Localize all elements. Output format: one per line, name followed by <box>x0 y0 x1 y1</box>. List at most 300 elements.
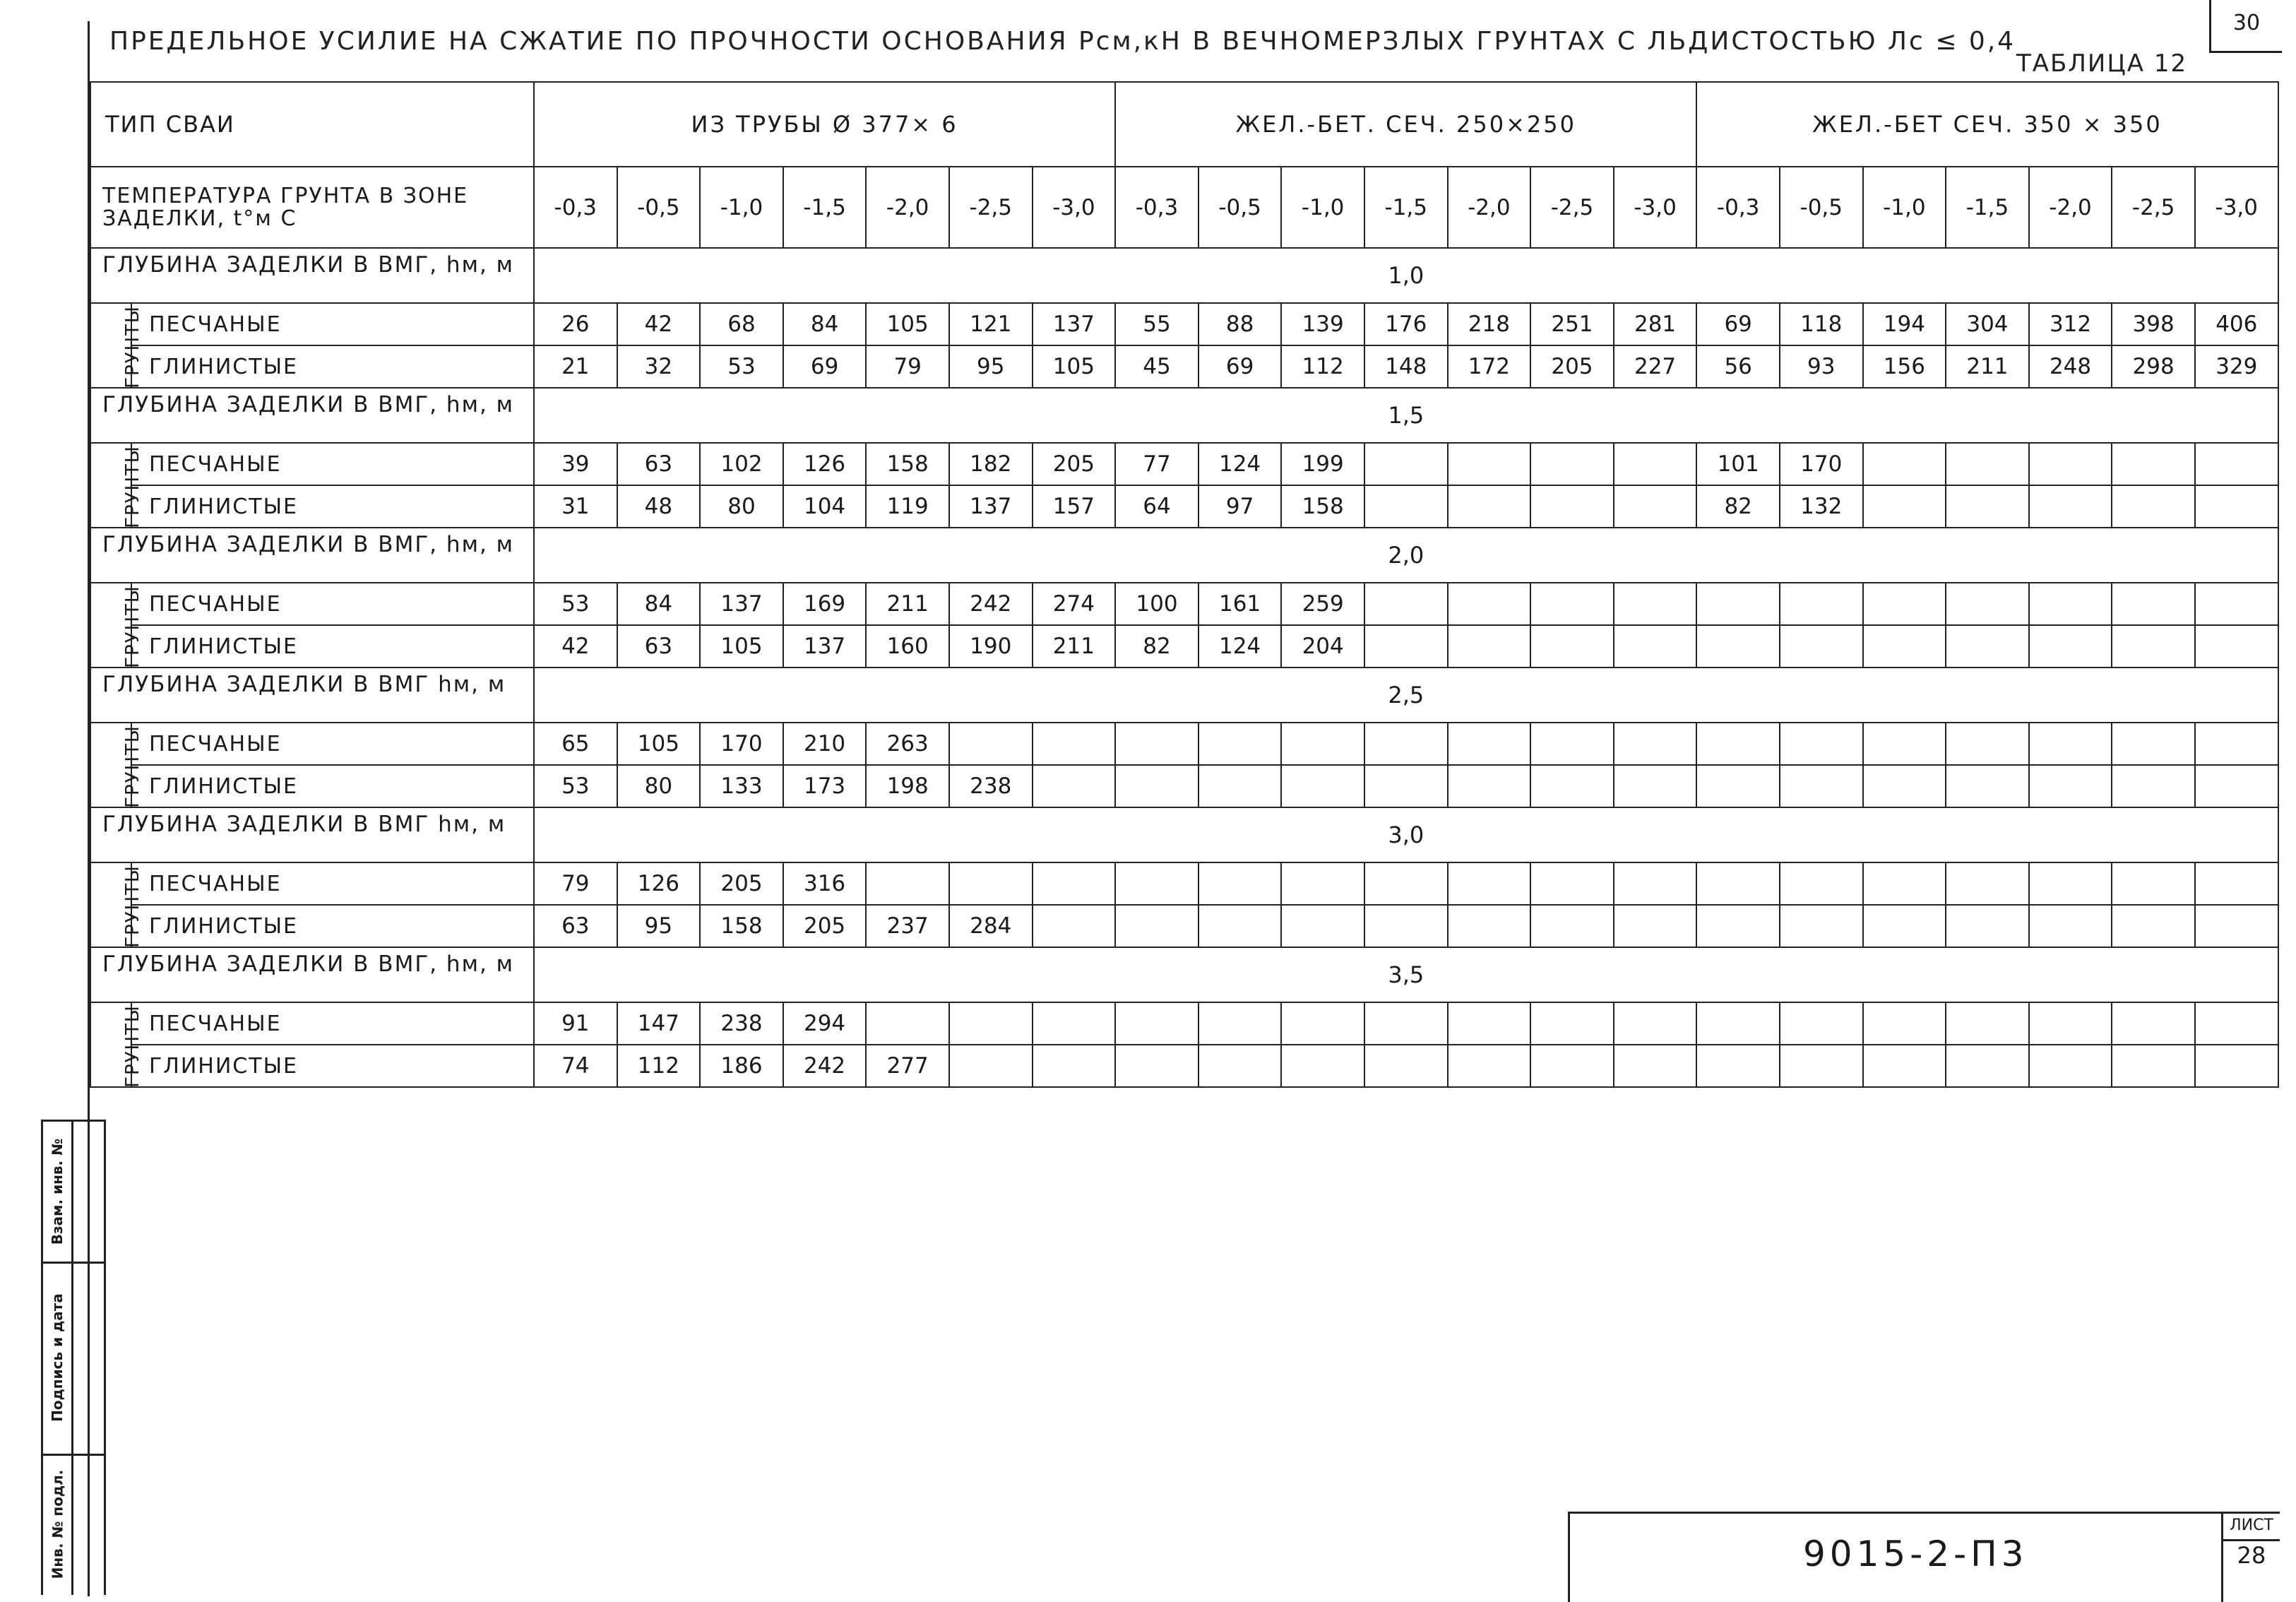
value-cell: 84 <box>617 583 701 625</box>
soil-group-label: ГРУНТЫ <box>121 305 143 388</box>
value-cell: 79 <box>534 862 617 905</box>
value-cell <box>866 1002 949 1045</box>
value-cell: 157 <box>1033 485 1116 528</box>
value-cell: 169 <box>783 583 867 625</box>
value-cell: 137 <box>949 485 1033 528</box>
value-cell <box>1780 862 1863 905</box>
value-cell <box>1364 485 1448 528</box>
soil-type-label: ПЕСЧАНЫЕ <box>131 862 534 905</box>
value-cell <box>2195 625 2278 668</box>
table-row <box>90 443 2278 485</box>
value-cell <box>1863 583 1946 625</box>
depth-value: 3,0 <box>534 807 2278 862</box>
value-cell <box>1115 723 1198 765</box>
value-cell <box>1033 862 1116 905</box>
value-cell: 211 <box>1946 345 2029 388</box>
value-cell <box>949 862 1033 905</box>
value-cell <box>1033 765 1116 807</box>
temperature-cell: -0,5 <box>617 167 701 248</box>
value-cell <box>1863 443 1946 485</box>
value-cell: 158 <box>866 443 949 485</box>
value-cell: 118 <box>1780 303 1863 345</box>
value-cell: 205 <box>700 862 783 905</box>
value-cell <box>1946 1045 2029 1087</box>
value-cell: 112 <box>1281 345 1364 388</box>
soil-type-label: ПЕСЧАНЫЕ <box>131 1002 534 1045</box>
value-cell: 105 <box>1033 345 1116 388</box>
value-cell: 263 <box>866 723 949 765</box>
value-cell <box>1614 443 1697 485</box>
value-cell <box>1448 485 1531 528</box>
value-cell <box>1198 1002 1282 1045</box>
value-cell <box>1448 1045 1531 1087</box>
table-row <box>90 485 2278 528</box>
value-cell: 105 <box>617 723 701 765</box>
temperature-cell: -0,3 <box>1696 167 1780 248</box>
value-cell <box>1614 1045 1697 1087</box>
value-cell: 186 <box>700 1045 783 1087</box>
value-cell <box>1530 723 1614 765</box>
soil-group-label: ГРУНТЫ <box>121 725 143 808</box>
value-cell: 63 <box>617 625 701 668</box>
value-cell: 63 <box>534 905 617 947</box>
value-cell: 119 <box>866 485 949 528</box>
value-cell: 312 <box>2029 303 2112 345</box>
temperature-cell: -3,0 <box>1614 167 1697 248</box>
value-cell: 68 <box>700 303 783 345</box>
value-cell <box>1863 625 1946 668</box>
value-cell: 79 <box>866 345 949 388</box>
value-cell: 170 <box>700 723 783 765</box>
table-row <box>90 723 2278 765</box>
value-cell <box>1946 485 2029 528</box>
approval-stamp-column <box>41 1120 106 1595</box>
value-cell <box>1614 723 1697 765</box>
value-cell <box>1946 862 2029 905</box>
value-cell: 97 <box>1198 485 1282 528</box>
pile-type-label: ТИП СВАИ <box>90 82 534 167</box>
value-cell: 218 <box>1448 303 1531 345</box>
value-cell: 205 <box>1530 345 1614 388</box>
value-cell <box>1364 583 1448 625</box>
value-cell: 69 <box>783 345 867 388</box>
value-cell: 105 <box>700 625 783 668</box>
temperature-cell: -2,5 <box>2112 167 2195 248</box>
depth-row <box>90 947 2278 1002</box>
value-cell <box>2195 443 2278 485</box>
temperature-cell: -1,5 <box>1364 167 1448 248</box>
value-cell <box>2195 1002 2278 1045</box>
value-cell: 205 <box>783 905 867 947</box>
value-cell <box>1281 1045 1364 1087</box>
value-cell <box>1863 723 1946 765</box>
depth-value: 1,5 <box>534 388 2278 443</box>
soil-type-label: ПЕСЧАНЫЕ <box>131 443 534 485</box>
value-cell <box>2112 1002 2195 1045</box>
value-cell: 126 <box>783 443 867 485</box>
value-cell <box>1530 1002 1614 1045</box>
value-cell <box>1281 723 1364 765</box>
soil-group-cell <box>90 583 143 668</box>
value-cell: 281 <box>1614 303 1697 345</box>
value-cell <box>1863 765 1946 807</box>
value-cell: 105 <box>866 303 949 345</box>
soil-type-label: ГЛИНИСТЫЕ <box>131 345 534 388</box>
value-cell: 45 <box>1115 345 1198 388</box>
depth-value: 3,5 <box>534 947 2278 1002</box>
depth-label: ГЛУБИНА ЗАДЕЛКИ В ВМГ, hм, м <box>90 388 534 443</box>
value-cell <box>1033 1045 1116 1087</box>
value-cell <box>1863 485 1946 528</box>
temperature-cell: -2,0 <box>866 167 949 248</box>
value-cell <box>1696 905 1780 947</box>
depth-row <box>90 248 2278 303</box>
group-pipe-377: ИЗ ТРУБЫ Ø 377× 6 <box>534 82 1115 167</box>
value-cell <box>1530 905 1614 947</box>
value-cell: 294 <box>783 1002 867 1045</box>
value-cell <box>1614 862 1697 905</box>
table-row <box>90 905 2278 947</box>
value-cell: 53 <box>700 345 783 388</box>
value-cell: 194 <box>1863 303 1946 345</box>
value-cell: 48 <box>617 485 701 528</box>
header-row-temperature <box>90 167 2278 248</box>
value-cell <box>2112 1045 2195 1087</box>
value-cell: 112 <box>617 1045 701 1087</box>
value-cell <box>1033 1002 1116 1045</box>
value-cell <box>2029 1002 2112 1045</box>
value-cell: 101 <box>1696 443 1780 485</box>
value-cell <box>1198 862 1282 905</box>
value-cell: 406 <box>2195 303 2278 345</box>
value-cell: 227 <box>1614 345 1697 388</box>
soil-type-label: ПЕСЧАНЫЕ <box>131 723 534 765</box>
soil-group-label: ГРУНТЫ <box>121 1004 143 1088</box>
value-cell: 69 <box>1198 345 1282 388</box>
stamp-inv-original-label: Инв. № подл. <box>49 1469 66 1579</box>
value-cell: 124 <box>1198 625 1282 668</box>
value-cell <box>1530 625 1614 668</box>
temperature-cell: -1,0 <box>700 167 783 248</box>
value-cell: 82 <box>1115 625 1198 668</box>
temperature-cell: -2,5 <box>949 167 1033 248</box>
temperature-cell: -0,5 <box>1780 167 1863 248</box>
value-cell <box>949 723 1033 765</box>
depth-label: ГЛУБИНА ЗАДЕЛКИ В ВМГ, hм, м <box>90 528 534 583</box>
value-cell: 316 <box>783 862 867 905</box>
value-cell <box>1696 583 1780 625</box>
value-cell <box>2112 443 2195 485</box>
soil-group-label: ГРУНТЫ <box>121 445 143 528</box>
value-cell <box>1198 1045 1282 1087</box>
value-cell <box>1448 905 1531 947</box>
depth-row <box>90 528 2278 583</box>
value-cell <box>1614 905 1697 947</box>
temperature-cell: -1,5 <box>1946 167 2029 248</box>
value-cell: 133 <box>700 765 783 807</box>
value-cell: 205 <box>1033 443 1116 485</box>
value-cell <box>2029 485 2112 528</box>
value-cell: 158 <box>700 905 783 947</box>
value-cell <box>1780 625 1863 668</box>
value-cell <box>1448 443 1531 485</box>
value-cell <box>2029 905 2112 947</box>
value-cell: 204 <box>1281 625 1364 668</box>
value-cell: 176 <box>1364 303 1448 345</box>
value-cell <box>2112 905 2195 947</box>
value-cell <box>1281 905 1364 947</box>
temperature-cell: -2,5 <box>1530 167 1614 248</box>
value-cell: 91 <box>534 1002 617 1045</box>
value-cell <box>1946 765 2029 807</box>
value-cell <box>1530 583 1614 625</box>
value-cell: 21 <box>534 345 617 388</box>
table-row <box>90 303 2278 345</box>
value-cell: 182 <box>949 443 1033 485</box>
soil-group-cell <box>90 723 143 808</box>
value-cell <box>1530 485 1614 528</box>
value-cell <box>2029 765 2112 807</box>
value-cell <box>1614 1002 1697 1045</box>
value-cell <box>1780 723 1863 765</box>
value-cell <box>2195 583 2278 625</box>
table-row <box>90 862 2278 905</box>
soil-type-label: ГЛИНИСТЫЕ <box>131 485 534 528</box>
value-cell <box>1530 1045 1614 1087</box>
value-cell <box>1614 485 1697 528</box>
table-number: ТАБЛИЦА 12 <box>2016 49 2188 78</box>
value-cell: 139 <box>1281 303 1364 345</box>
value-cell <box>1448 583 1531 625</box>
value-cell: 160 <box>866 625 949 668</box>
stamp-inv-replace-label: Взам. инв. № <box>49 1138 66 1245</box>
pile-load-table <box>90 81 2279 1088</box>
value-cell <box>1780 1045 1863 1087</box>
temperature-cell: -0,5 <box>1198 167 1282 248</box>
value-cell <box>2029 443 2112 485</box>
value-cell <box>2112 625 2195 668</box>
soil-type-label: ПЕСЧАНЫЕ <box>131 303 534 345</box>
value-cell: 132 <box>1780 485 1863 528</box>
value-cell <box>1530 443 1614 485</box>
value-cell: 80 <box>617 765 701 807</box>
value-cell: 304 <box>1946 303 2029 345</box>
value-cell <box>1364 723 1448 765</box>
stamp-cell-inv-replace <box>43 1122 104 1264</box>
temperature-cell: -2,0 <box>2029 167 2112 248</box>
value-cell <box>1946 443 2029 485</box>
value-cell <box>1364 625 1448 668</box>
value-cell <box>1946 583 2029 625</box>
soil-group-cell <box>90 862 143 948</box>
value-cell <box>1364 443 1448 485</box>
document-number: 9015-2-П3 <box>1803 1533 2028 1574</box>
value-cell <box>1696 765 1780 807</box>
soil-type-label: ГЛИНИСТЫЕ <box>131 1045 534 1087</box>
depth-row <box>90 807 2278 862</box>
table-row <box>90 345 2278 388</box>
value-cell <box>1115 1002 1198 1045</box>
value-cell <box>2112 723 2195 765</box>
value-cell <box>1863 862 1946 905</box>
title-block <box>1568 1512 2280 1602</box>
value-cell: 121 <box>949 303 1033 345</box>
value-cell: 237 <box>866 905 949 947</box>
value-cell <box>1614 583 1697 625</box>
depth-label: ГЛУБИНА ЗАДЕЛКИ В ВМГ, hм, м <box>90 947 534 1002</box>
value-cell <box>2195 485 2278 528</box>
table-row <box>90 583 2278 625</box>
depth-row <box>90 388 2278 443</box>
value-cell: 238 <box>949 765 1033 807</box>
value-cell <box>1364 1002 1448 1045</box>
value-cell <box>1530 862 1614 905</box>
value-cell <box>1946 1002 2029 1045</box>
stamp-cell-inv-original <box>43 1454 104 1595</box>
value-cell <box>1115 765 1198 807</box>
depth-row <box>90 668 2278 723</box>
temperature-cell: -2,0 <box>1448 167 1531 248</box>
group-rc-350: ЖЕЛ.-БЕТ СЕЧ. 350 × 350 <box>1696 82 2278 167</box>
value-cell: 26 <box>534 303 617 345</box>
value-cell <box>1448 723 1531 765</box>
value-cell: 88 <box>1198 303 1282 345</box>
value-cell: 64 <box>1115 485 1198 528</box>
depth-value: 1,0 <box>534 248 2278 303</box>
value-cell <box>2029 625 2112 668</box>
value-cell: 277 <box>866 1045 949 1087</box>
value-cell <box>2195 723 2278 765</box>
value-cell: 126 <box>617 862 701 905</box>
value-cell: 211 <box>866 583 949 625</box>
value-cell: 172 <box>1448 345 1531 388</box>
value-cell: 63 <box>617 443 701 485</box>
depth-label: ГЛУБИНА ЗАДЕЛКИ В ВМГ, hм, м <box>90 248 534 303</box>
temperature-cell: -0,3 <box>1115 167 1198 248</box>
value-cell: 238 <box>700 1002 783 1045</box>
soil-group-cell <box>90 1002 143 1088</box>
value-cell: 84 <box>783 303 867 345</box>
value-cell <box>1033 905 1116 947</box>
value-cell <box>1946 905 2029 947</box>
value-cell <box>1364 765 1448 807</box>
value-cell: 148 <box>1364 345 1448 388</box>
value-cell <box>1780 583 1863 625</box>
value-cell: 137 <box>1033 303 1116 345</box>
value-cell <box>1115 862 1198 905</box>
value-cell: 259 <box>1281 583 1364 625</box>
value-cell: 82 <box>1696 485 1780 528</box>
temperature-cell: -0,3 <box>534 167 617 248</box>
value-cell <box>866 862 949 905</box>
soil-type-label: ПЕСЧАНЫЕ <box>131 583 534 625</box>
value-cell <box>1780 765 1863 807</box>
value-cell <box>2195 905 2278 947</box>
group-rc-250: ЖЕЛ.-БЕТ. СЕЧ. 250×250 <box>1115 82 1696 167</box>
value-cell <box>1115 1045 1198 1087</box>
value-cell <box>1281 765 1364 807</box>
temperature-cell: -1,0 <box>1281 167 1364 248</box>
depth-label: ГЛУБИНА ЗАДЕЛКИ В ВМГ hм, м <box>90 668 534 723</box>
value-cell <box>949 1045 1033 1087</box>
value-cell <box>1198 905 1282 947</box>
temperature-cell: -1,5 <box>783 167 867 248</box>
value-cell <box>1448 625 1531 668</box>
soil-type-label: ГЛИНИСТЫЕ <box>131 765 534 807</box>
sheet-label: ЛИСТ <box>2223 1514 2280 1541</box>
value-cell <box>1198 723 1282 765</box>
value-cell: 158 <box>1281 485 1364 528</box>
temperature-cell: -3,0 <box>1033 167 1116 248</box>
temperature-cell: -1,0 <box>1863 167 1946 248</box>
value-cell <box>1614 625 1697 668</box>
value-cell: 95 <box>949 345 1033 388</box>
value-cell <box>2195 765 2278 807</box>
value-cell: 95 <box>617 905 701 947</box>
sheet-box <box>2221 1514 2280 1602</box>
value-cell: 210 <box>783 723 867 765</box>
value-cell <box>1696 862 1780 905</box>
value-cell <box>1281 862 1364 905</box>
table-row <box>90 765 2278 807</box>
value-cell <box>1780 905 1863 947</box>
value-cell: 80 <box>700 485 783 528</box>
value-cell <box>2029 723 2112 765</box>
table-row <box>90 1002 2278 1045</box>
stamp-cell-signature <box>43 1262 104 1456</box>
value-cell: 211 <box>1033 625 1116 668</box>
value-cell <box>1863 1045 1946 1087</box>
soil-type-label: ГЛИНИСТЫЕ <box>131 625 534 668</box>
value-cell: 124 <box>1198 443 1282 485</box>
table-row <box>90 1045 2278 1087</box>
value-cell: 65 <box>534 723 617 765</box>
value-cell: 74 <box>534 1045 617 1087</box>
page-number: 30 <box>2209 0 2282 53</box>
value-cell <box>1115 905 1198 947</box>
soil-group-label: ГРУНТЫ <box>121 585 143 668</box>
value-cell <box>1696 1045 1780 1087</box>
value-cell <box>1448 862 1531 905</box>
value-cell: 77 <box>1115 443 1198 485</box>
value-cell <box>1198 765 1282 807</box>
value-cell <box>1033 723 1116 765</box>
depth-value: 2,0 <box>534 528 2278 583</box>
value-cell <box>2112 765 2195 807</box>
soil-type-label: ГЛИНИСТЫЕ <box>131 905 534 947</box>
value-cell: 31 <box>534 485 617 528</box>
value-cell: 53 <box>534 765 617 807</box>
value-cell <box>1780 1002 1863 1045</box>
value-cell: 156 <box>1863 345 1946 388</box>
value-cell <box>1696 1002 1780 1045</box>
value-cell: 198 <box>866 765 949 807</box>
temperature-label: ТЕМПЕРАТУРА ГРУНТА В ЗОНЕ ЗАДЕЛКИ, t°м С <box>90 167 534 248</box>
value-cell <box>1946 723 2029 765</box>
value-cell: 147 <box>617 1002 701 1045</box>
value-cell: 248 <box>2029 345 2112 388</box>
value-cell: 102 <box>700 443 783 485</box>
value-cell <box>1946 625 2029 668</box>
table-row <box>90 625 2278 668</box>
sheet-number: 28 <box>2237 1542 2266 1569</box>
value-cell: 56 <box>1696 345 1780 388</box>
temperature-cell: -3,0 <box>2195 167 2278 248</box>
header-row-pile-type <box>90 82 2278 167</box>
value-cell: 298 <box>2112 345 2195 388</box>
value-cell <box>1696 723 1780 765</box>
value-cell: 93 <box>1780 345 1863 388</box>
